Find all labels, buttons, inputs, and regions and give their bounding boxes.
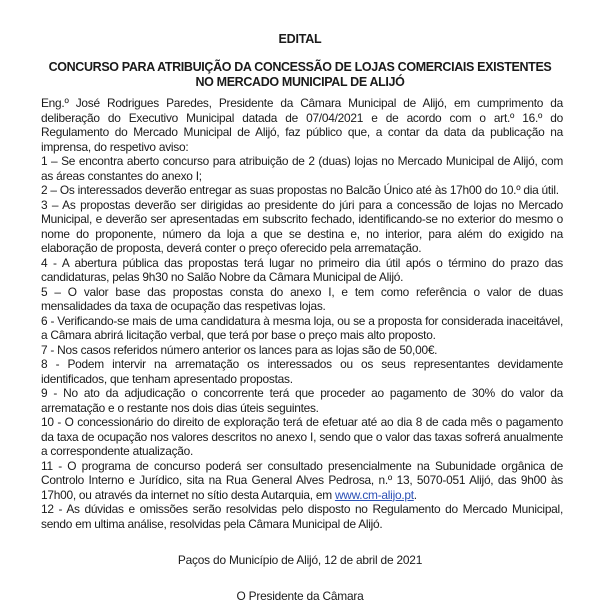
item-7: 7 - Nos casos referidos número anterior os lances para as lojas são de 50,00€.	[41, 342, 438, 357]
document-title: EDITAL	[278, 32, 322, 46]
document-body	[41, 96, 563, 531]
item-5: 5 – O valor base das propostas consta do anexo I, e tem como referência o valor de duas mensalidades da taxa de ocupação das respetivas lojas.	[41, 284, 563, 313]
item-9: 9 - No ato da adjudicação o concorrente terá que proceder ao pagamento de 30% do valor da arrematação e o restante nos dois dias úteis seguintes.	[41, 386, 563, 415]
item-8: 8 - Podem intervir na arrematação os interessados ou os seus representantes devidamente identificados, que tenham apresentado propostas.	[41, 357, 563, 386]
item-1: 1 – Se encontra aberto concurso para atribuição de 2 (duas) lojas no Mercado Municipal de Alijó, com as áreas constantes do anexo I;	[41, 154, 563, 183]
item-11-end: .	[413, 487, 417, 502]
item-3: 3 – As propostas deverão ser dirigidas ao presidente do júri para a concessão de lojas no Mercado Municipal, e deverão ser apresentadas em subscrito fechado, identificando-se no exterior do mesmo o nome do proponente, número da loja a que se destina e, no interior, para além do exigido na elaboração de proposta, deverá conter o preço oferecido pela arrematação.	[41, 197, 563, 255]
intro-paragraph: Eng.º José Rodrigues Paredes, Presidente da Câmara Municipal de Alijó, em cumprimento da deliberação do Executivo Municipal datada de 07/04/2021 e de acordo com o art.º 16.º do Regulamento do Mercado Municipal de Alijó, faz público que, a contar da data da publicação na imprensa, do respetivo aviso:	[41, 96, 563, 154]
item-12: 12 - As dúvidas e omissões serão resolvidas pelo disposto no Regulamento do Mercado Municipal, sendo em ultima análise, resolvidas pela Câmara Municipal de Alijó.	[41, 502, 563, 531]
item-11	[41, 459, 563, 503]
item-11-text: 11 - O programa de concurso poderá ser consultado presencialmente na Subunidade orgânica de Controlo Interno e Jurídico, sita na Rua General Alves Pedrosa, n.º 13, 5070-051 Alijó, das 9h00 às 17h00, ou através da internet no sítio desta Autarquia, em	[41, 458, 563, 502]
item-10: 10 - O concessionário do direito de exploração terá de efetuar até ao dia 8 de cada mês o pagamento da taxa de ocupação nos valores descritos no anexo I, sendo que o valor das taxas sofrerá anualmente a correspondente atualização.	[41, 415, 563, 458]
website-link[interactable]: www.cm-alijo.pt	[334, 487, 414, 502]
item-4: 4 - A abertura pública das propostas terá lugar no primeiro dia útil após o término do prazo das candidaturas, pelas 9h30 no Salão Nobre da Câmara Municipal de Alijó.	[41, 255, 563, 284]
item-2: 2 – Os interessados deverão entregar as suas propostas no Balcão Único até às 17h00 do 10.º dia útil.	[41, 183, 559, 197]
document-headline: CONCURSO PARA ATRIBUIÇÃO DA CONCESSÃO DE LOJAS COMERCIAIS EXISTENTES NO MERCADO MUNICIPAL DE ALIJÓ	[48, 60, 552, 89]
item-6: 6 - Verificando-se mais de uma candidatura à mesma loja, ou se a proposta for considerada inaceitável, a Câmara abrirá licitação verbal, que terá por base o preço mais alto proposto.	[41, 313, 563, 342]
place-date: Paços do Município de Alijó, 12 de abril de 2021	[177, 553, 423, 567]
signatory: O Presidente da Câmara	[236, 589, 364, 603]
